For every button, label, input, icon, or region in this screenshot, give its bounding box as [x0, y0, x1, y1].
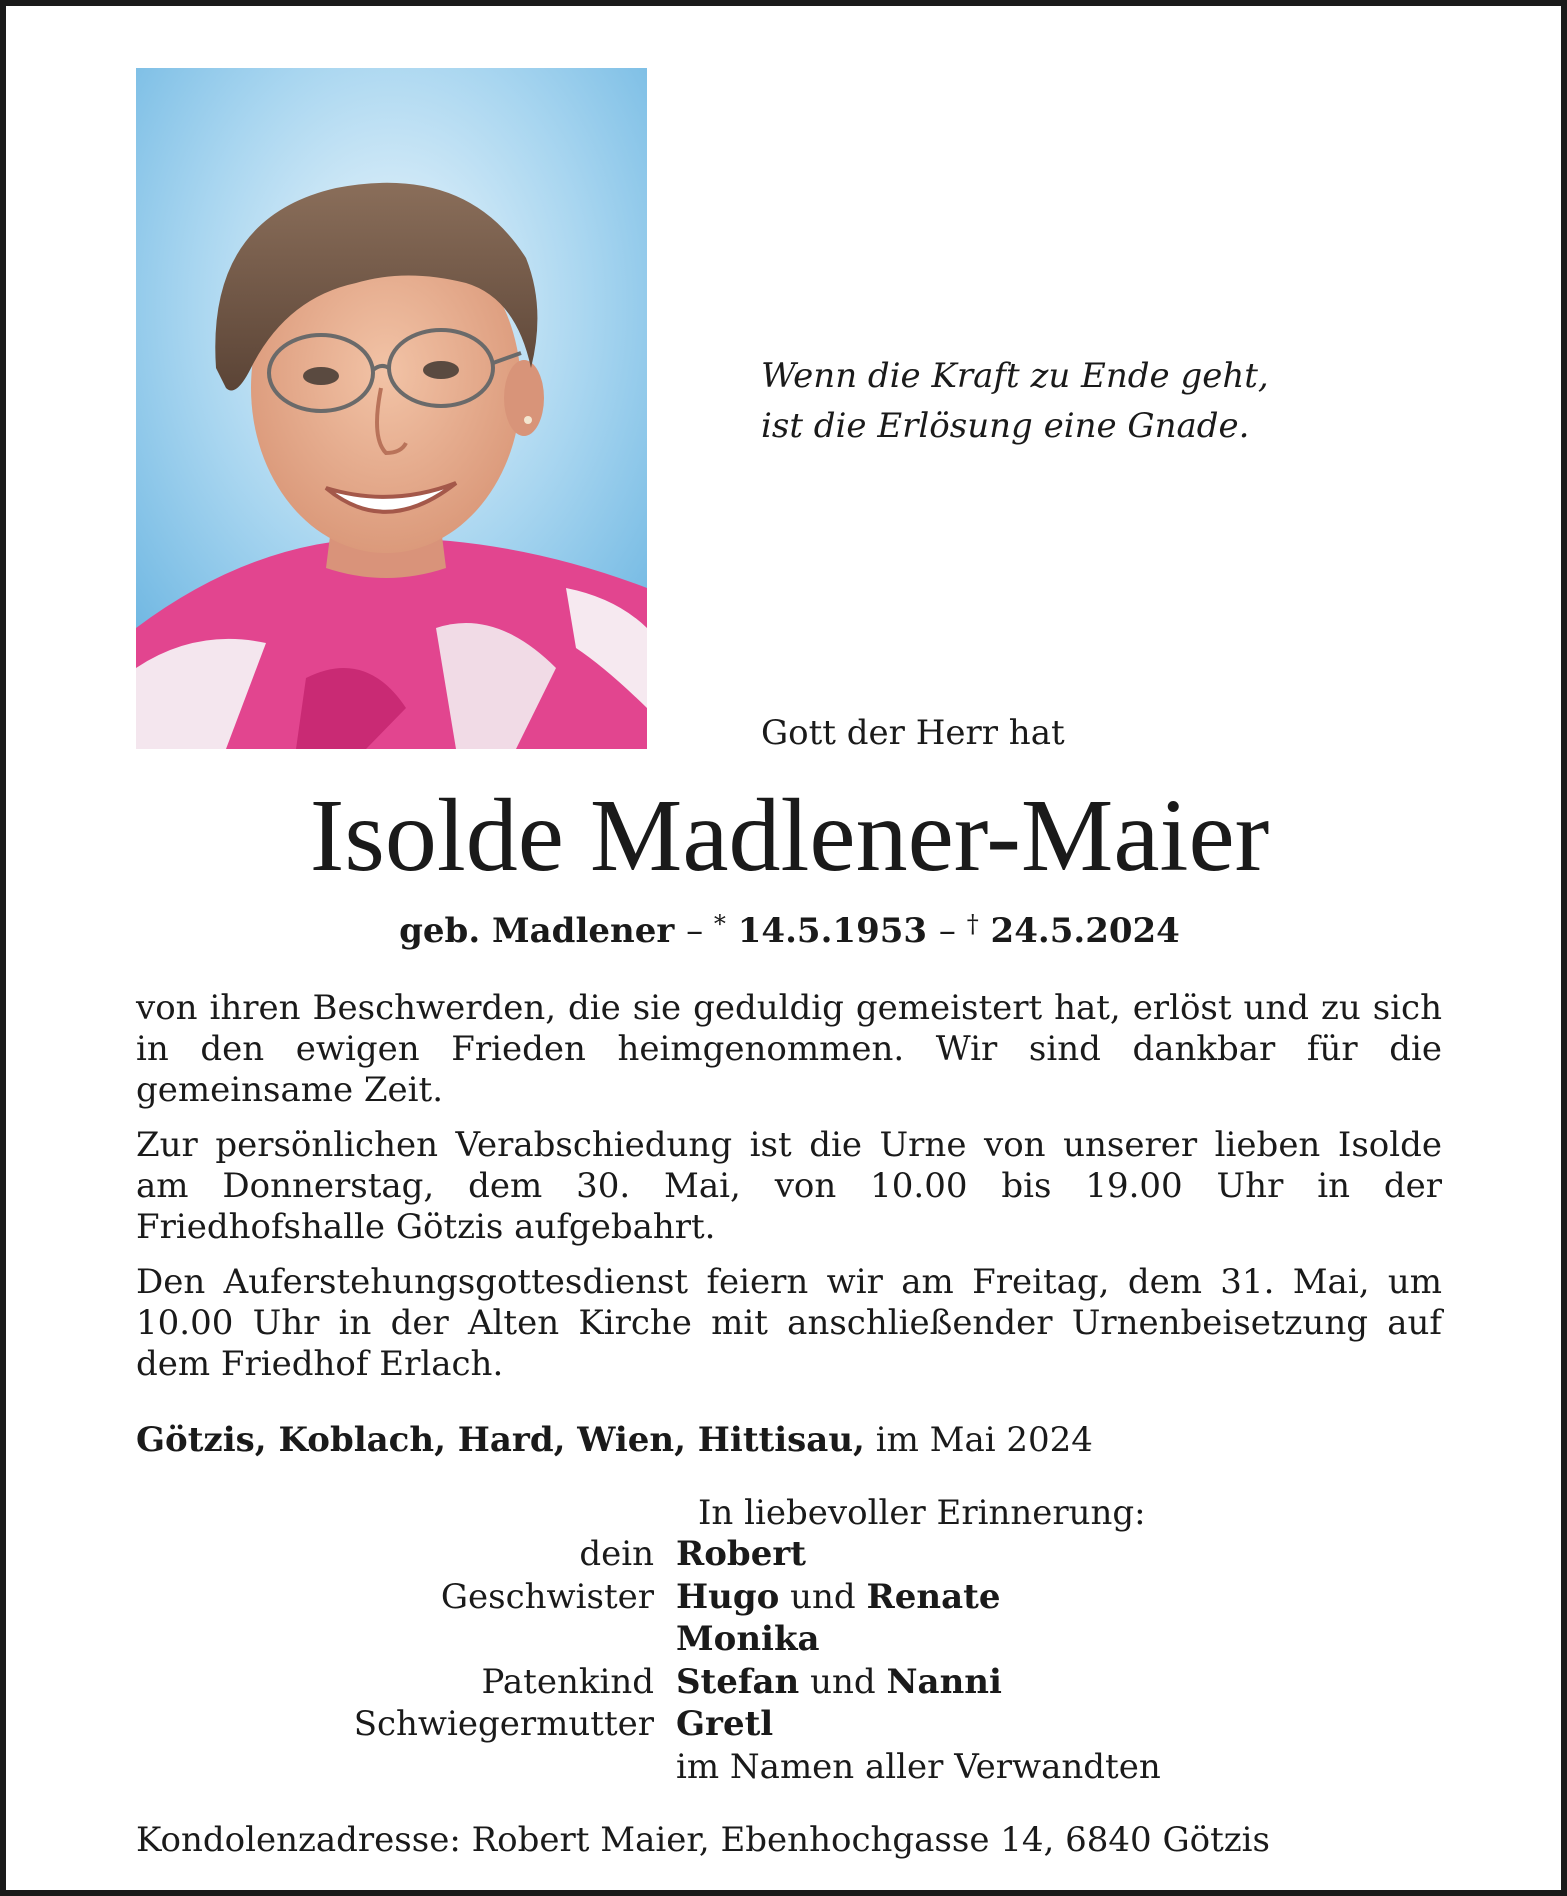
relation: [136, 1618, 676, 1661]
mourner-row: [136, 1533, 1442, 1576]
quote-line-1: Wenn die Kraft zu Ende geht,: [761, 356, 1269, 396]
mourner-row: [136, 1703, 1442, 1746]
connector: und: [790, 1576, 856, 1617]
mourner-name: Robert: [676, 1534, 806, 1574]
quote-line-2: ist die Erlösung eine Gnade.: [761, 406, 1250, 446]
mourner-row: [136, 1576, 1442, 1619]
portrait-photo: [136, 68, 647, 749]
intro-text: Gott der Herr hat: [761, 713, 1065, 753]
maiden-name: geb. Madlener: [399, 911, 675, 951]
notice-date: im Mai 2024: [875, 1420, 1093, 1460]
closing-row: [136, 1746, 1442, 1789]
places: Götzis, Koblach, Hard, Wien, Hittisau,: [136, 1420, 865, 1460]
memory-heading: In liebevoller Erinnerung:: [698, 1493, 1146, 1533]
mourner-name: Renate: [866, 1576, 1001, 1617]
relation: Geschwister: [440, 1576, 654, 1617]
mourner-name: Hugo: [676, 1576, 780, 1617]
mourners-list: [136, 1533, 1442, 1788]
obituary-text: [136, 988, 1442, 1399]
mourner-name: Stefan: [676, 1661, 800, 1702]
relation: dein: [579, 1534, 654, 1574]
death-date: 24.5.2024: [990, 911, 1180, 951]
death-symbol: †: [966, 910, 979, 938]
connector: und: [810, 1661, 876, 1702]
mourner-row: [136, 1661, 1442, 1704]
place-and-date: [136, 1418, 1093, 1462]
relation: Schwiegermutter: [353, 1704, 654, 1744]
quote: [761, 351, 1269, 451]
condolence-address: Kondolenzadresse: Robert Maier, Ebenhochgasse 14, 6840 Götzis: [136, 1820, 1270, 1860]
closing-text: im Namen aller Verwandten: [676, 1746, 1161, 1787]
birth-date: 14.5.1953: [737, 911, 928, 951]
paragraph-2: Zur persönlichen Verabschiedung ist die Urne von unserer lieben Isolde am Donnerstag, dem 30. Mai, von 10.00 bis 19.00 Uhr in der Friedhofshalle Götzis aufgebahrt.: [136, 1125, 1442, 1247]
mourner-row: [136, 1618, 1442, 1661]
birth-symbol: *: [713, 910, 726, 938]
paragraph-3: Den Auferstehungsgottesdienst feiern wir am Freitag, dem 31. Mai, um 10.00 Uhr in der Alten Kirche mit anschließender Urnenbeisetzung auf dem Friedhof Erlach.: [136, 1262, 1442, 1384]
relation: Patenkind: [481, 1661, 654, 1702]
mourner-name: Nanni: [886, 1661, 1002, 1702]
deceased-name: Isolde Madlener-Maier: [309, 778, 1270, 893]
mourner-name: Monika: [676, 1619, 820, 1659]
paragraph-1: von ihren Beschwerden, die sie geduldig gemeistert hat, erlöst und zu sich in den ewigen Frieden heimgenommen. Wir sind dankbar für die gemeinsame Zeit.: [136, 988, 1442, 1110]
mourner-name: Gretl: [676, 1704, 774, 1744]
life-dates: geb. Madlener – * 14.5.1953 – † 24.5.2024: [399, 910, 1180, 951]
portrait-image: [136, 68, 647, 749]
